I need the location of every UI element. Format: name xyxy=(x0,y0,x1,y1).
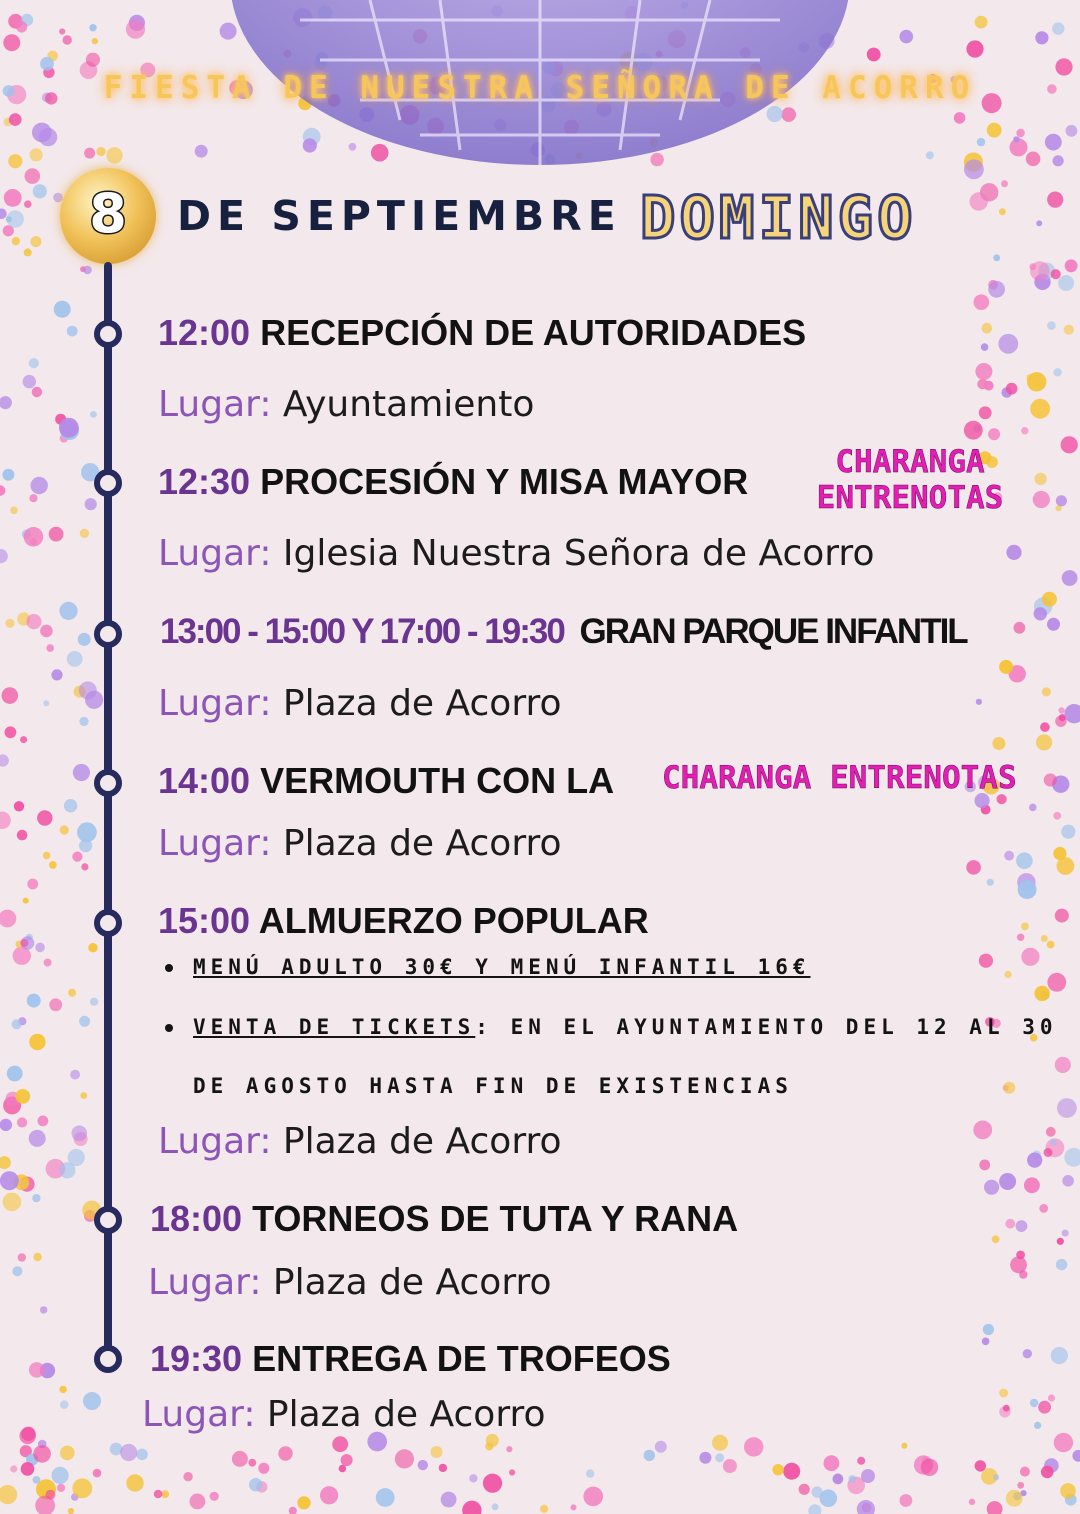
event-heading xyxy=(150,1338,671,1380)
timeline-line xyxy=(104,262,112,1362)
location-value: Plaza de Acorro xyxy=(266,1394,546,1435)
timeline-dot xyxy=(94,1345,122,1373)
location-value: Plaza de Acorro xyxy=(282,823,562,864)
event-title: ENTREGA DE TROFEOS xyxy=(252,1338,671,1379)
charanga-tag xyxy=(808,444,1012,516)
location-value: Plaza de Acorro xyxy=(282,1121,562,1162)
event-heading xyxy=(158,312,806,354)
timeline-dot xyxy=(94,909,122,937)
event-title: ALMUERZO POPULAR xyxy=(258,900,649,941)
charanga-line2: ENTRENOTAS xyxy=(816,480,1004,516)
fiesta-title: FIESTA DE NUESTRA SEÑORA DE ACORRO xyxy=(103,70,977,106)
location-key: Lugar: xyxy=(158,384,272,425)
menu-text: MENÚ ADULTO 30€ Y MENÚ INFANTIL 16€ xyxy=(193,955,811,979)
event-time: 15:00 xyxy=(158,900,251,941)
event-time: 14:00 xyxy=(158,760,251,801)
menu-bullet xyxy=(165,955,811,979)
event-heading xyxy=(150,1198,738,1240)
event-title: GRAN PARQUE INFANTIL xyxy=(579,612,967,651)
weekday-label: DOMINGO xyxy=(640,183,917,252)
tickets-bullet-line2: DE AGOSTO HASTA FIN DE EXISTENCIAS xyxy=(193,1074,793,1098)
month-label: DE SEPTIEMBRE xyxy=(177,192,622,240)
event-location xyxy=(148,1262,552,1303)
day-number: 8 xyxy=(89,182,127,245)
tickets-bullet xyxy=(165,1015,1058,1039)
location-value: Plaza de Acorro xyxy=(272,1262,552,1303)
event-time: 13:00 - 15:00 Y 17:00 - 19:30 xyxy=(160,612,564,651)
event-heading xyxy=(160,612,967,652)
event-time: 18:00 xyxy=(150,1198,243,1239)
timeline-dot xyxy=(94,320,122,348)
bullet-dot xyxy=(165,1024,173,1032)
event-title: RECEPCIÓN DE AUTORIDADES xyxy=(260,312,807,353)
location-key: Lugar: xyxy=(142,1394,256,1435)
location-key: Lugar: xyxy=(158,1121,272,1162)
location-key: Lugar: xyxy=(158,683,272,724)
event-title: PROCESIÓN Y MISA MAYOR xyxy=(260,461,749,502)
bullet-dot xyxy=(165,964,173,972)
timeline-dot xyxy=(94,1206,122,1234)
location-key: Lugar: xyxy=(158,823,272,864)
event-title: TORNEOS DE TUTA Y RANA xyxy=(252,1198,739,1239)
event-heading xyxy=(158,760,614,802)
event-time: 12:30 xyxy=(158,461,251,502)
event-heading xyxy=(158,900,649,942)
charanga-tag: CHARANGA ENTRENOTAS xyxy=(662,760,1017,796)
timeline-dot xyxy=(94,469,122,497)
charanga-line1: CHARANGA xyxy=(835,444,985,480)
event-time: 19:30 xyxy=(150,1338,243,1379)
event-title: VERMOUTH CON LA xyxy=(260,760,615,801)
timeline-dot xyxy=(94,620,122,648)
location-value: Plaza de Acorro xyxy=(282,683,562,724)
location-value: Ayuntamiento xyxy=(282,384,535,425)
event-location xyxy=(142,1394,546,1435)
event-location xyxy=(158,384,534,425)
event-location xyxy=(158,533,874,574)
tickets-key: VENTA DE TICKETS xyxy=(193,1015,476,1039)
timeline-dot xyxy=(94,769,122,797)
location-value: Iglesia Nuestra Señora de Acorro xyxy=(282,533,875,574)
event-time: 12:00 xyxy=(158,312,251,353)
tickets-text: : EN EL AYUNTAMIENTO DEL 12 AL 30 xyxy=(475,1015,1058,1039)
event-location xyxy=(158,1121,562,1162)
event-location xyxy=(158,683,562,724)
event-location xyxy=(158,823,562,864)
location-key: Lugar: xyxy=(158,533,272,574)
event-heading xyxy=(158,461,748,503)
location-key: Lugar: xyxy=(148,1262,262,1303)
